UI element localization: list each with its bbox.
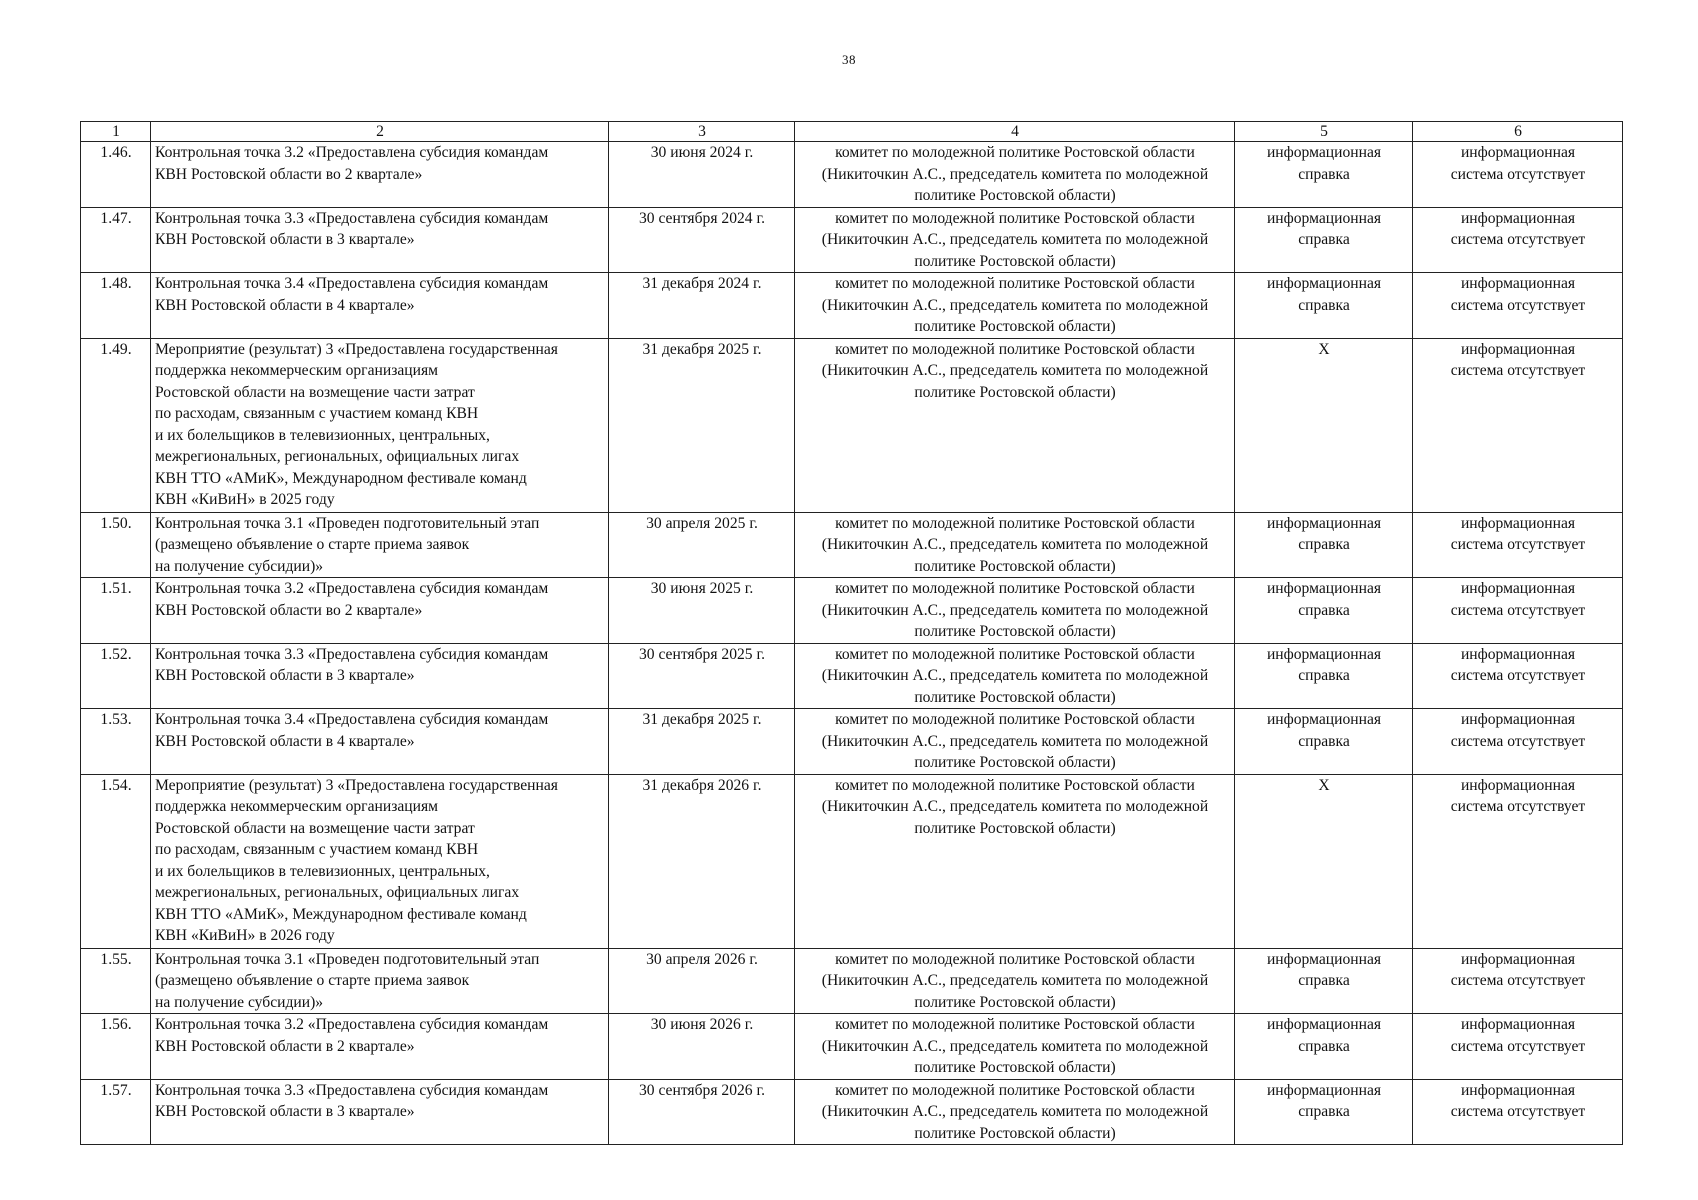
info-system-cell: информационная система отсутствует (1413, 578, 1623, 644)
row-number: 1.54. (81, 774, 151, 948)
event-cell: Контрольная точка 3.2 «Предоставлена субсидия командам КВН Ростовской области во 2 квартале» (151, 142, 609, 208)
event-cell: Контрольная точка 3.4 «Предоставлена субсидия командам КВН Ростовской области в 4 квартале» (151, 273, 609, 339)
info-system-cell: информационная система отсутствует (1413, 1014, 1623, 1080)
table-row (81, 774, 1623, 948)
responsible-cell: комитет по молодежной политике Ростовской области (Никиточкин А.С., председатель комитета по молодежной политике Ростовской области) (795, 643, 1235, 709)
row-number: 1.56. (81, 1014, 151, 1080)
table-row (81, 512, 1623, 578)
table-row (81, 142, 1623, 208)
document-cell: Х (1235, 338, 1413, 512)
page-number: 38 (842, 52, 856, 67)
row-number: 1.57. (81, 1079, 151, 1145)
responsible-cell: комитет по молодежной политике Ростовской области (Никиточкин А.С., председатель комитета по молодежной политике Ростовской области) (795, 512, 1235, 578)
info-system-cell: информационная система отсутствует (1413, 1079, 1623, 1145)
col-header-6: 6 (1413, 122, 1623, 142)
responsible-cell: комитет по молодежной политике Ростовской области (Никиточкин А.С., председатель комитета по молодежной политике Ростовской области) (795, 948, 1235, 1014)
row-number: 1.48. (81, 273, 151, 339)
document-cell: информационная справка (1235, 709, 1413, 775)
plan-table (80, 121, 1623, 1145)
document-cell: информационная справка (1235, 643, 1413, 709)
responsible-cell: комитет по молодежной политике Ростовской области (Никиточкин А.С., председатель комитета по молодежной политике Ростовской области) (795, 709, 1235, 775)
event-cell: Мероприятие (результат) 3 «Предоставлена государственная поддержка некоммерческим организациям Ростовской области на возмещение части затрат по расходам, связанным с участием команд КВН и их болельщиков в телевизионных, центральных, межрегиональных, региональных, официальных лигах КВН ТТО «АМиК», Международном фестивале команд КВН «КиВиН» в 2025 году (151, 338, 609, 512)
event-cell: Контрольная точка 3.2 «Предоставлена субсидия командам КВН Ростовской области в 2 квартале» (151, 1014, 609, 1080)
info-system-cell: информационная система отсутствует (1413, 709, 1623, 775)
date-cell: 30 июня 2025 г. (609, 578, 795, 644)
event-cell: Мероприятие (результат) 3 «Предоставлена государственная поддержка некоммерческим организациям Ростовской области на возмещение части затрат по расходам, связанным с участием команд КВН и их болельщиков в телевизионных, центральных, межрегиональных, региональных, официальных лигах КВН ТТО «АМиК», Международном фестивале команд КВН «КиВиН» в 2026 году (151, 774, 609, 948)
event-cell: Контрольная точка 3.2 «Предоставлена субсидия командам КВН Ростовской области во 2 квартале» (151, 578, 609, 644)
date-cell: 30 июня 2026 г. (609, 1014, 795, 1080)
table-row (81, 338, 1623, 512)
document-cell: Х (1235, 774, 1413, 948)
document-cell: информационная справка (1235, 142, 1413, 208)
row-number: 1.47. (81, 207, 151, 273)
date-cell: 30 сентября 2026 г. (609, 1079, 795, 1145)
event-cell: Контрольная точка 3.1 «Проведен подготовительный этап (размещено объявление о старте приема заявок на получение субсидии)» (151, 512, 609, 578)
table-row (81, 578, 1623, 644)
info-system-cell: информационная система отсутствует (1413, 338, 1623, 512)
document-cell: информационная справка (1235, 578, 1413, 644)
header-row (81, 122, 1623, 142)
row-number: 1.51. (81, 578, 151, 644)
date-cell: 31 декабря 2026 г. (609, 774, 795, 948)
table-row (81, 1079, 1623, 1145)
row-number: 1.49. (81, 338, 151, 512)
document-cell: информационная справка (1235, 273, 1413, 339)
row-number: 1.50. (81, 512, 151, 578)
responsible-cell: комитет по молодежной политике Ростовской области (Никиточкин А.С., председатель комитета по молодежной политике Ростовской области) (795, 142, 1235, 208)
responsible-cell: комитет по молодежной политике Ростовской области (Никиточкин А.С., председатель комитета по молодежной политике Ростовской области) (795, 338, 1235, 512)
col-header-2: 2 (151, 122, 609, 142)
document-cell: информационная справка (1235, 1014, 1413, 1080)
document-cell: информационная справка (1235, 1079, 1413, 1145)
document-cell: информационная справка (1235, 512, 1413, 578)
event-cell: Контрольная точка 3.3 «Предоставлена субсидия командам КВН Ростовской области в 3 квартале» (151, 1079, 609, 1145)
responsible-cell: комитет по молодежной политике Ростовской области (Никиточкин А.С., председатель комитета по молодежной политике Ростовской области) (795, 774, 1235, 948)
row-number: 1.52. (81, 643, 151, 709)
responsible-cell: комитет по молодежной политике Ростовской области (Никиточкин А.С., председатель комитета по молодежной политике Ростовской области) (795, 578, 1235, 644)
event-cell: Контрольная точка 3.3 «Предоставлена субсидия командам КВН Ростовской области в 3 квартале» (151, 643, 609, 709)
responsible-cell: комитет по молодежной политике Ростовской области (Никиточкин А.С., председатель комитета по молодежной политике Ростовской области) (795, 207, 1235, 273)
table-row (81, 709, 1623, 775)
info-system-cell: информационная система отсутствует (1413, 142, 1623, 208)
table-row (81, 948, 1623, 1014)
table-row (81, 273, 1623, 339)
info-system-cell: информационная система отсутствует (1413, 948, 1623, 1014)
date-cell: 30 июня 2024 г. (609, 142, 795, 208)
responsible-cell: комитет по молодежной политике Ростовской области (Никиточкин А.С., председатель комитета по молодежной политике Ростовской области) (795, 1079, 1235, 1145)
col-header-4: 4 (795, 122, 1235, 142)
date-cell: 31 декабря 2025 г. (609, 709, 795, 775)
responsible-cell: комитет по молодежной политике Ростовской области (Никиточкин А.С., председатель комитета по молодежной политике Ростовской области) (795, 1014, 1235, 1080)
date-cell: 30 апреля 2025 г. (609, 512, 795, 578)
col-header-3: 3 (609, 122, 795, 142)
date-cell: 30 апреля 2026 г. (609, 948, 795, 1014)
row-number: 1.53. (81, 709, 151, 775)
date-cell: 30 сентября 2025 г. (609, 643, 795, 709)
date-cell: 31 декабря 2025 г. (609, 338, 795, 512)
info-system-cell: информационная система отсутствует (1413, 273, 1623, 339)
col-header-1: 1 (81, 122, 151, 142)
info-system-cell: информационная система отсутствует (1413, 207, 1623, 273)
table-row (81, 207, 1623, 273)
info-system-cell: информационная система отсутствует (1413, 774, 1623, 948)
responsible-cell: комитет по молодежной политике Ростовской области (Никиточкин А.С., председатель комитета по молодежной политике Ростовской области) (795, 273, 1235, 339)
info-system-cell: информационная система отсутствует (1413, 512, 1623, 578)
date-cell: 31 декабря 2024 г. (609, 273, 795, 339)
event-cell: Контрольная точка 3.4 «Предоставлена субсидия командам КВН Ростовской области в 4 квартале» (151, 709, 609, 775)
document-cell: информационная справка (1235, 948, 1413, 1014)
table-row (81, 643, 1623, 709)
row-number: 1.55. (81, 948, 151, 1014)
col-header-5: 5 (1235, 122, 1413, 142)
table-row (81, 1014, 1623, 1080)
date-cell: 30 сентября 2024 г. (609, 207, 795, 273)
document-cell: информационная справка (1235, 207, 1413, 273)
event-cell: Контрольная точка 3.3 «Предоставлена субсидия командам КВН Ростовской области в 3 квартале» (151, 207, 609, 273)
info-system-cell: информационная система отсутствует (1413, 643, 1623, 709)
row-number: 1.46. (81, 142, 151, 208)
event-cell: Контрольная точка 3.1 «Проведен подготовительный этап (размещено объявление о старте приема заявок на получение субсидии)» (151, 948, 609, 1014)
